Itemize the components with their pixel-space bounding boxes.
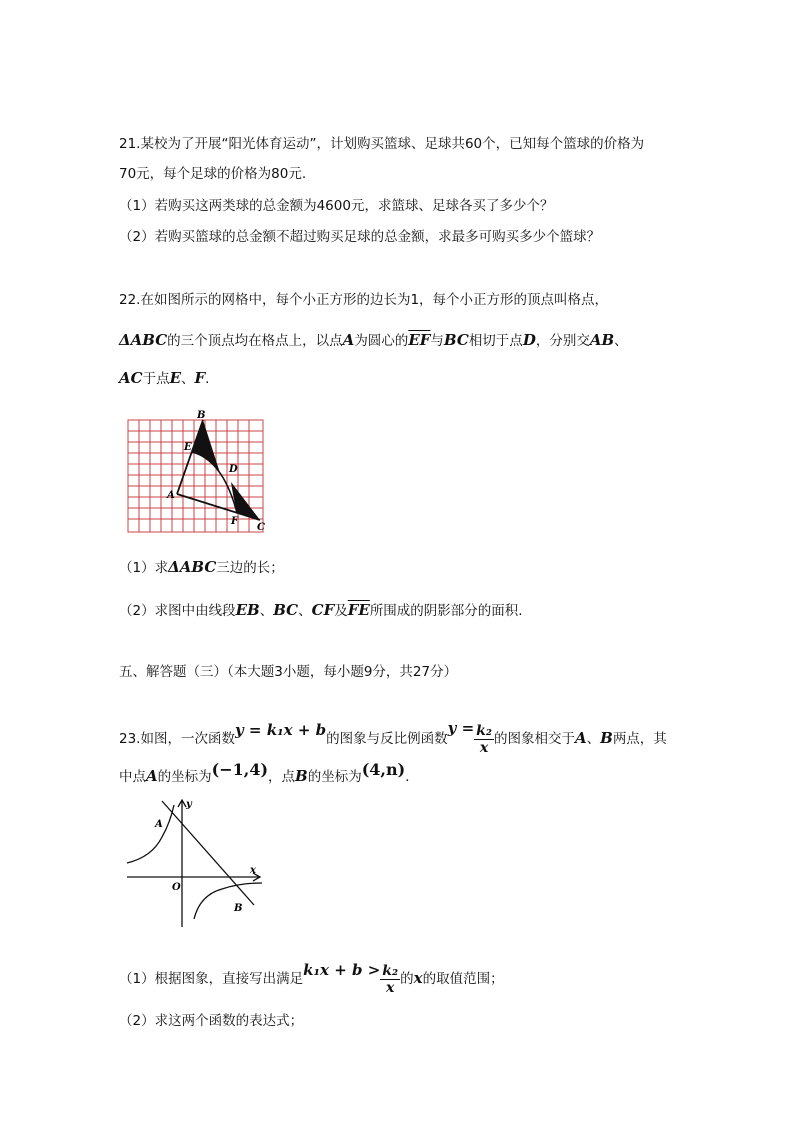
label-x: x [250, 865, 256, 876]
label-b: B [234, 903, 243, 914]
label-a: A [167, 490, 175, 501]
fraction-k2-x: $\frac{\text{k₂}}{x}$ [476, 722, 492, 756]
q21-part1: （1）若购买这两类球的总金额为4600元，求篮球、足球各买了多少个？ [119, 198, 554, 214]
arc-fe: $\overline{FE}$ [347, 601, 370, 619]
q22-grid-figure [125, 410, 270, 535]
q22-stem-line3: AC于点E、F. [119, 369, 210, 387]
q23-part1: （1）根据图象，直接写出满足k₁x + b > $\frac{\text{k₂}}{x}$ 的x的取值范围； [119, 961, 504, 996]
q22-part1: （1）求ΔABC三边的长； [119, 558, 284, 576]
label-f: F [231, 516, 239, 527]
q21-part2: （2）若购买篮球的总金额不超过购买足球的总金额，求最多可购买多少个篮球？ [119, 229, 601, 245]
label-b: B [197, 410, 206, 421]
coord-a: (−1,4) [211, 760, 269, 779]
q22-stem-line2: ΔABC的三个顶点均在格点上，以点A为圆心的$\overline{EF}$与BC相切于点D，分别交AB、 [119, 331, 628, 349]
q23-part2: （2）求这两个函数的表达式； [119, 1013, 304, 1029]
q21-stem-line1: 21.某校为了开展“阳光体育运动”，计划购买篮球、足球共60个，已知每个篮球的价格为 [119, 136, 645, 152]
label-c: C [257, 522, 265, 533]
triangle-abc: ΔABC [119, 331, 168, 349]
q23-stem-line2: 中点A的坐标为(−1,4)，点B的坐标为(4,n). [119, 760, 410, 785]
label-e: E [184, 442, 192, 453]
label-o: O [172, 882, 181, 893]
section-heading: 五、解答题（三）（本大题3小题，每小题9分，共27分） [119, 664, 458, 680]
q22-part2: （2）求图中由线段EB、BC、CF及$\overline{FE}$所围成的阴影部分的面积. [119, 601, 523, 619]
coord-b: (4,n) [361, 760, 406, 779]
inequality: k₁x + b > [303, 961, 381, 979]
q23-stem-line1: 23.如图，一次函数y = k₁x + b的图象与反比例函数y = $\frac{\text{k₂}}{x}$ 的图象相交于A、B两点，其 [119, 719, 667, 756]
q21-stem-line2: 70元，每个足球的价格为80元. [119, 166, 307, 182]
shaded-region-top [192, 420, 221, 476]
label-d: D [229, 464, 238, 475]
q23-function-graph [122, 795, 272, 935]
hyperbola-branch-right [194, 883, 262, 919]
hyperbola-branch-left [127, 805, 174, 863]
fraction-k2-x-ineq: $\frac{\text{k₂}}{x}$ [382, 962, 399, 996]
shaded-region-bottom [231, 482, 260, 520]
label-a: A [155, 819, 163, 830]
arc-ef: $\overline{EF}$ [408, 331, 431, 349]
linear-function: y = k₁x + b [234, 721, 327, 739]
label-y: y [186, 799, 192, 810]
q22-stem-line1: 22.在如图所示的网格中，每个小正方形的边长为1，每个小正方形的顶点叫格点， [119, 292, 609, 308]
